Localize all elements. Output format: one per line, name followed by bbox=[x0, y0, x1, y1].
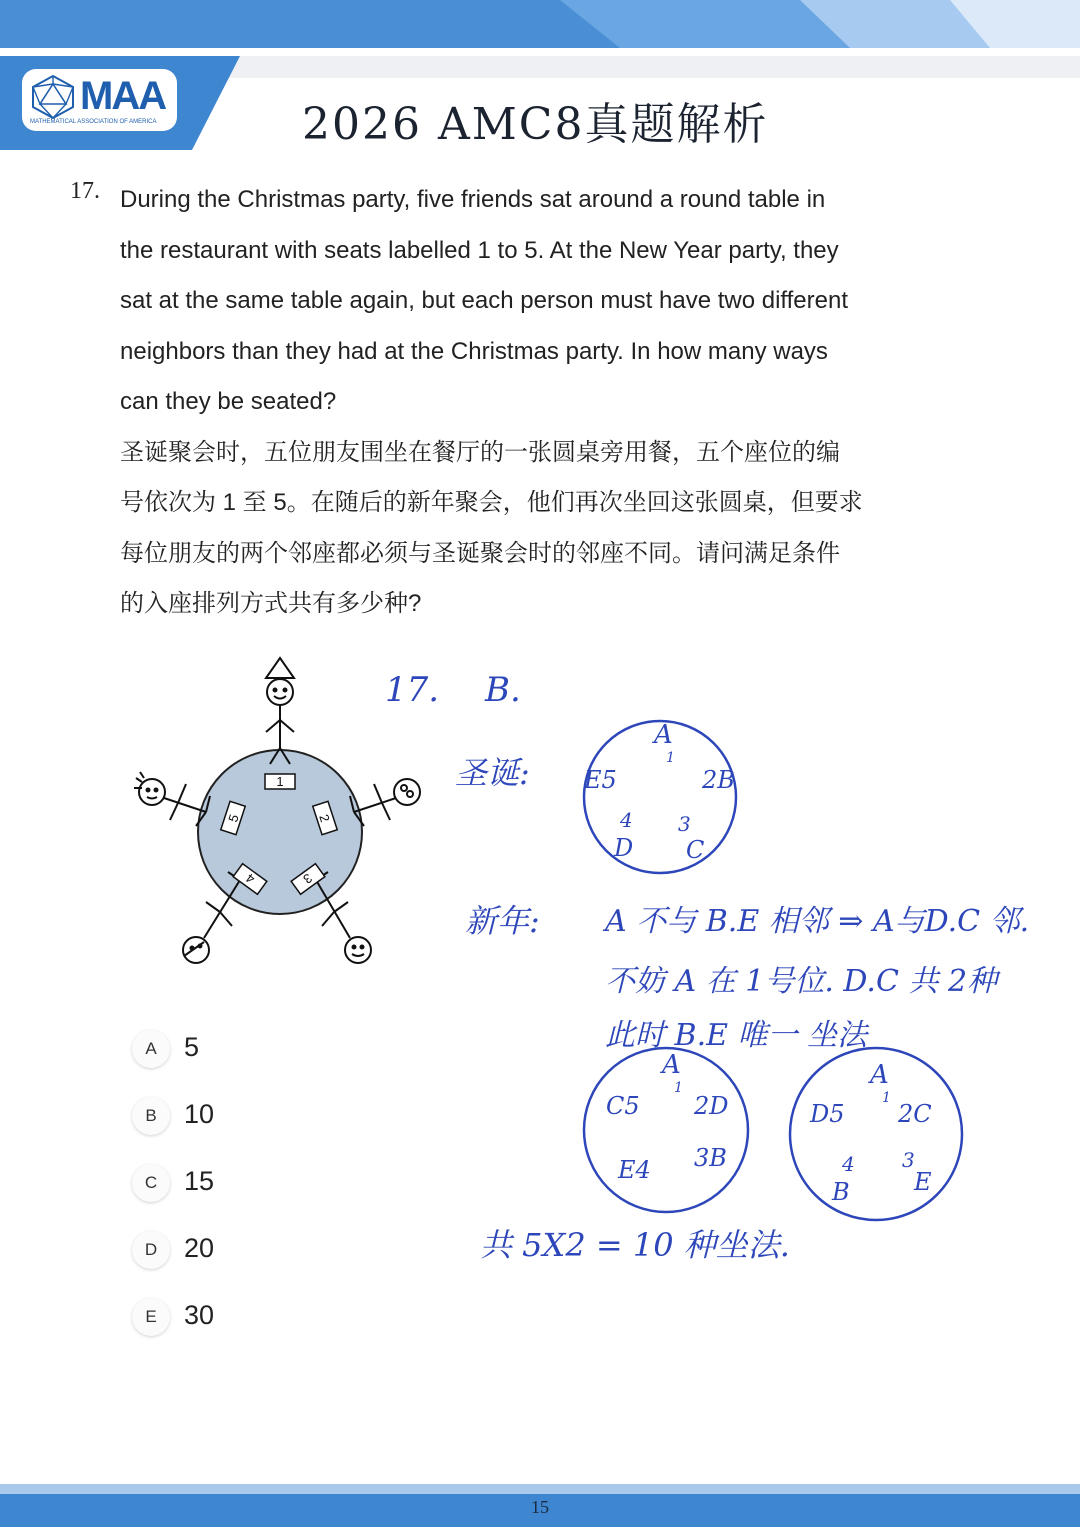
circle2-top: A bbox=[870, 1060, 889, 1090]
circle1-top: A bbox=[662, 1050, 681, 1080]
christmas-top: A bbox=[654, 720, 673, 750]
newyear-label: 新年: bbox=[465, 902, 540, 940]
christmas-bottom-right: C bbox=[686, 836, 705, 864]
solution-line-1: A 不与 B.E 相邻 ⇒ A与D.C 邻. bbox=[605, 904, 1030, 939]
circle2-bottom-left-num: 4 bbox=[842, 1152, 855, 1176]
christmas-left: E5 bbox=[584, 766, 617, 794]
circle1-bottom-right: 3B bbox=[694, 1144, 727, 1172]
svg-text:2: 2 bbox=[316, 812, 333, 824]
circle2-right: 2C bbox=[898, 1100, 932, 1128]
svg-text:1: 1 bbox=[276, 774, 284, 789]
circle1-right: 2D bbox=[694, 1092, 729, 1120]
question-cn-line: 的入座排列方式共有多少种? bbox=[120, 590, 422, 617]
circle2-bottom-left: B bbox=[832, 1178, 850, 1206]
christmas-bottom-right-num: 3 bbox=[678, 812, 691, 836]
person-top-icon bbox=[266, 658, 294, 764]
header-stripe-graphic bbox=[0, 0, 1080, 48]
maa-logo bbox=[22, 69, 177, 131]
question-en-line: sat at the same table again, but each person must have two different bbox=[120, 287, 849, 314]
circle1-left: C5 bbox=[606, 1092, 640, 1120]
christmas-bottom-left: D bbox=[614, 834, 634, 862]
option-letter: B bbox=[132, 1097, 170, 1135]
solution-answer: B. bbox=[485, 670, 521, 710]
option-letter: E bbox=[132, 1298, 170, 1336]
option-value: 15 bbox=[184, 1166, 215, 1196]
christmas-label: 圣诞: bbox=[455, 754, 530, 792]
solution-line-2: 不妨 A 在 1号位. D.C 共 2种 bbox=[605, 964, 998, 999]
circle2-bottom-right: E bbox=[914, 1168, 932, 1196]
svg-text:3: 3 bbox=[300, 870, 316, 887]
circle2-top-num: 1 bbox=[882, 1090, 891, 1106]
option-value: 10 bbox=[184, 1099, 215, 1129]
solution-line-3: 此时 B.E 唯一 坐法 bbox=[605, 1018, 868, 1053]
header-stripe bbox=[0, 0, 1080, 48]
handwritten-solution bbox=[380, 660, 1080, 1280]
page-title: 2026 AMC8真题解析 bbox=[302, 99, 769, 150]
footer-light-stripe bbox=[0, 1484, 1080, 1494]
christmas-bottom-left-num: 4 bbox=[620, 808, 633, 832]
question-en-line: During the Christmas party, five friends sat around a round table in bbox=[120, 186, 826, 213]
logo-text: MAA bbox=[80, 74, 166, 118]
question-cn-line: 每位朋友的两个邻座都必须与圣诞聚会时的邻座不同。请问满足条件 bbox=[120, 539, 840, 567]
question-text bbox=[120, 175, 880, 630]
christmas-top-num: 1 bbox=[666, 750, 675, 766]
circle2-left: D5 bbox=[810, 1100, 845, 1128]
page-number: 15 bbox=[531, 1497, 549, 1517]
option-value: 5 bbox=[184, 1032, 200, 1062]
option-value: 20 bbox=[184, 1233, 215, 1263]
circle1-bottom-left: E4 bbox=[618, 1156, 651, 1184]
solution-total: 共 5X2 = 10 种坐法. bbox=[480, 1226, 790, 1264]
header-gray-band bbox=[196, 56, 1080, 78]
question-en-line: the restaurant with seats labelled 1 to 5. At the New Year party, they bbox=[120, 236, 839, 264]
question-en-line: neighbors than they had at the Christmas party. In how many ways bbox=[120, 337, 828, 365]
question-number: 17. bbox=[70, 178, 100, 204]
option-value: 30 bbox=[184, 1300, 215, 1330]
logo-subtitle: MATHEMATICAL ASSOCIATION OF AMERICA bbox=[30, 119, 157, 125]
solution-number: 17. bbox=[385, 670, 440, 710]
circle2-bottom-right-num: 3 bbox=[902, 1148, 915, 1172]
option-letter: C bbox=[132, 1164, 170, 1202]
seat-label-1 bbox=[265, 774, 295, 789]
christmas-right: 2B bbox=[702, 766, 735, 794]
icosahedron-icon bbox=[30, 74, 76, 120]
question-en-line: can they be seated? bbox=[120, 388, 337, 415]
svg-text:5: 5 bbox=[225, 812, 242, 824]
question-cn-line: 号依次为 1 至 5。在随后的新年聚会，他们再次坐回这张圆桌，但要求 bbox=[120, 489, 863, 516]
circle1-top-num: 1 bbox=[674, 1080, 683, 1096]
question-cn-line: 圣诞聚会时，五位朋友围坐在餐厅的一张圆桌旁用餐，五个座位的编 bbox=[120, 438, 840, 466]
option-letter: A bbox=[132, 1030, 170, 1068]
svg-text:4: 4 bbox=[242, 870, 258, 887]
option-letter: D bbox=[132, 1231, 170, 1269]
